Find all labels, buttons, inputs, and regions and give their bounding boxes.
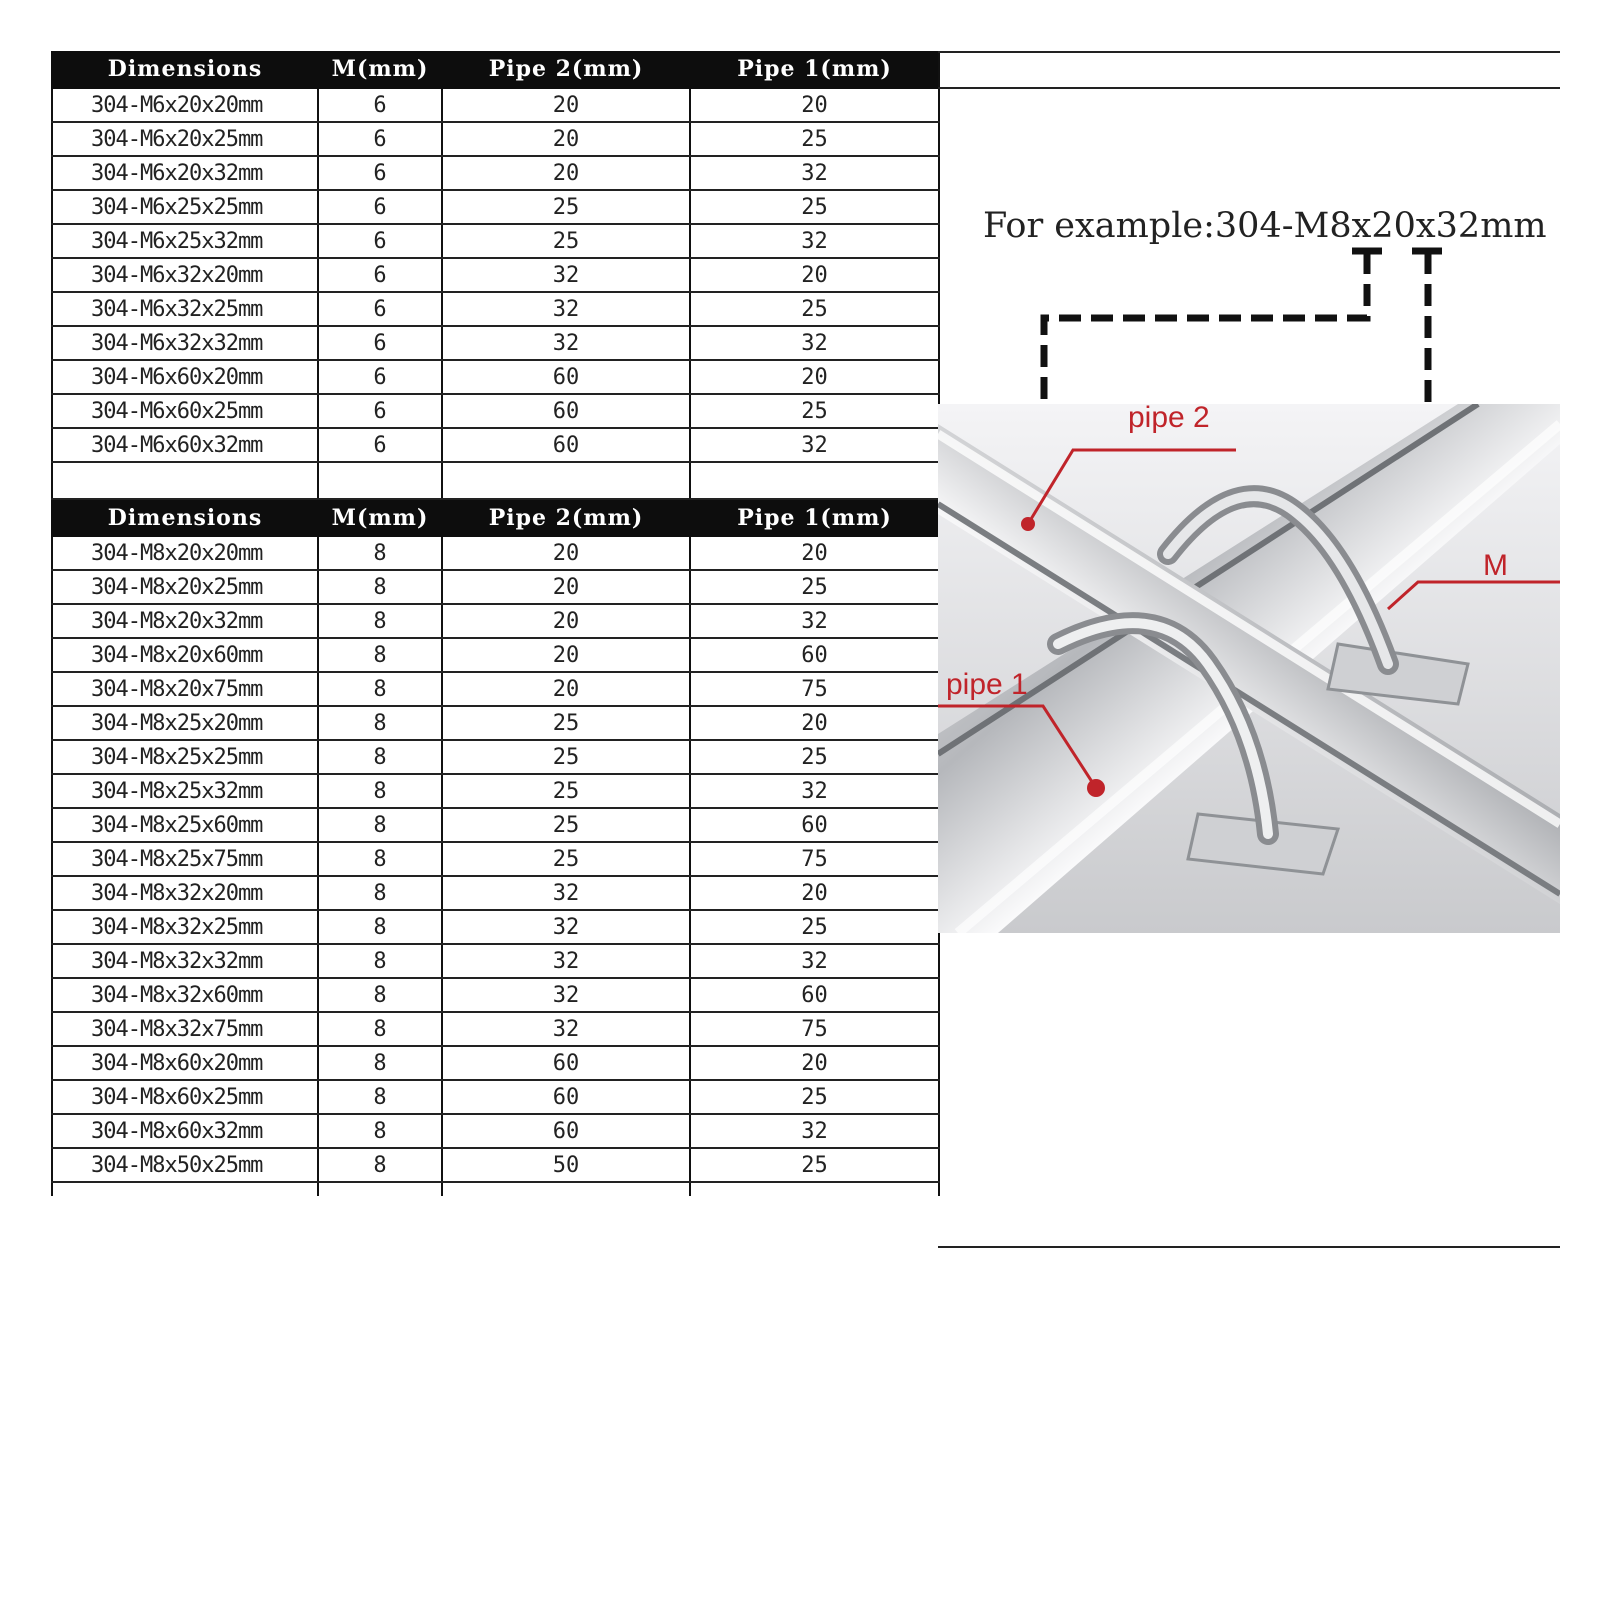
table-row: [52, 428, 939, 462]
column-header-pipe1-mm: Pipe 1(mm): [690, 51, 939, 88]
spacer-row: [52, 462, 939, 499]
cell-pipe2-mm: 20: [442, 638, 690, 672]
table-row: [52, 876, 939, 910]
cell-pipe2-mm: 20: [442, 604, 690, 638]
cell-pipe1-mm: 20: [690, 88, 939, 122]
cell-dimensions: 304-M6x32x20mm: [52, 258, 318, 292]
cell-m-mm: 8: [318, 536, 442, 570]
spec-table-body: [52, 51, 939, 1196]
cell-m-mm: 8: [318, 672, 442, 706]
cell-pipe1-mm: 25: [690, 122, 939, 156]
cell-m-mm: 8: [318, 1080, 442, 1114]
empty-cell: [690, 462, 939, 499]
cell-dimensions: 304-M8x25x20mm: [52, 706, 318, 740]
empty-cell: [318, 1182, 442, 1196]
cell-pipe1-mm: 75: [690, 1012, 939, 1046]
cell-pipe1-mm: 32: [690, 604, 939, 638]
cell-pipe1-mm: 75: [690, 672, 939, 706]
table-row: [52, 122, 939, 156]
cell-pipe2-mm: 25: [442, 808, 690, 842]
table-row: [52, 604, 939, 638]
cell-dimensions: 304-M8x25x75mm: [52, 842, 318, 876]
table-row: [52, 842, 939, 876]
cell-m-mm: 8: [318, 774, 442, 808]
table-row: [52, 808, 939, 842]
cell-pipe2-mm: 32: [442, 1012, 690, 1046]
table-row: [52, 190, 939, 224]
table-row: [52, 1148, 939, 1182]
cell-pipe2-mm: 60: [442, 428, 690, 462]
cell-m-mm: 6: [318, 258, 442, 292]
bottom-rule: [938, 1246, 1560, 1248]
cell-pipe1-mm: 25: [690, 570, 939, 604]
table-row: [52, 536, 939, 570]
cell-pipe2-mm: 32: [442, 292, 690, 326]
cell-pipe2-mm: 60: [442, 394, 690, 428]
cell-pipe2-mm: 32: [442, 944, 690, 978]
cell-dimensions: 304-M6x60x25mm: [52, 394, 318, 428]
empty-cell: [318, 462, 442, 499]
cell-pipe2-mm: 25: [442, 706, 690, 740]
cell-pipe2-mm: 32: [442, 258, 690, 292]
cell-pipe2-mm: 20: [442, 672, 690, 706]
cell-dimensions: 304-M6x25x32mm: [52, 224, 318, 258]
cell-m-mm: 6: [318, 292, 442, 326]
cell-m-mm: 8: [318, 910, 442, 944]
cell-m-mm: 6: [318, 190, 442, 224]
cell-m-mm: 6: [318, 360, 442, 394]
cell-pipe1-mm: 20: [690, 1046, 939, 1080]
cell-pipe1-mm: 25: [690, 190, 939, 224]
cell-m-mm: 8: [318, 842, 442, 876]
table-row: [52, 258, 939, 292]
cell-dimensions: 304-M6x20x25mm: [52, 122, 318, 156]
cell-dimensions: 304-M8x25x32mm: [52, 774, 318, 808]
cell-m-mm: 8: [318, 944, 442, 978]
cell-pipe2-mm: 50: [442, 1148, 690, 1182]
cell-m-mm: 6: [318, 326, 442, 360]
table-row: [52, 944, 939, 978]
cell-pipe1-mm: 25: [690, 292, 939, 326]
cell-dimensions: 304-M8x32x32mm: [52, 944, 318, 978]
cell-dimensions: 304-M6x60x32mm: [52, 428, 318, 462]
cell-pipe1-mm: 20: [690, 360, 939, 394]
column-header-pipe2-mm: Pipe 2(mm): [442, 51, 690, 88]
empty-cell: [690, 1182, 939, 1196]
cell-dimensions: 304-M8x20x20mm: [52, 536, 318, 570]
cell-dimensions: 304-M8x60x32mm: [52, 1114, 318, 1148]
column-header-pipe2-mm: Pipe 2(mm): [442, 499, 690, 536]
cell-m-mm: 6: [318, 394, 442, 428]
cell-pipe2-mm: 32: [442, 326, 690, 360]
column-header-dimensions: Dimensions: [52, 499, 318, 536]
cell-m-mm: 6: [318, 224, 442, 258]
empty-cell: [52, 462, 318, 499]
cell-pipe2-mm: 25: [442, 842, 690, 876]
cell-dimensions: 304-M8x32x20mm: [52, 876, 318, 910]
cell-pipe1-mm: 20: [690, 258, 939, 292]
cell-pipe1-mm: 60: [690, 808, 939, 842]
cell-dimensions: 304-M6x25x25mm: [52, 190, 318, 224]
cell-pipe2-mm: 60: [442, 1114, 690, 1148]
cell-dimensions: 304-M6x32x25mm: [52, 292, 318, 326]
top-rule: [938, 51, 1560, 53]
cell-pipe2-mm: 25: [442, 774, 690, 808]
column-header-dimensions: Dimensions: [52, 51, 318, 88]
cell-dimensions: 304-M8x20x32mm: [52, 604, 318, 638]
u-bolt-pipe-clamp-icon: [938, 401, 1560, 937]
cell-dimensions: 304-M6x20x20mm: [52, 88, 318, 122]
empty-cell: [442, 462, 690, 499]
cell-pipe1-mm: 32: [690, 774, 939, 808]
cell-dimensions: 304-M6x32x32mm: [52, 326, 318, 360]
cell-dimensions: 304-M6x60x20mm: [52, 360, 318, 394]
cell-pipe1-mm: 25: [690, 740, 939, 774]
column-header-pipe1-mm: Pipe 1(mm): [690, 499, 939, 536]
cell-m-mm: 6: [318, 156, 442, 190]
cell-m-mm: 8: [318, 706, 442, 740]
cell-pipe1-mm: 32: [690, 326, 939, 360]
table-row: [52, 740, 939, 774]
cell-dimensions: 304-M8x32x60mm: [52, 978, 318, 1012]
cell-pipe1-mm: 60: [690, 978, 939, 1012]
cell-dimensions: 304-M8x25x25mm: [52, 740, 318, 774]
cell-m-mm: 8: [318, 740, 442, 774]
table-row: [52, 224, 939, 258]
cell-pipe1-mm: 32: [690, 944, 939, 978]
table-row: [52, 326, 939, 360]
spec-table: [51, 51, 940, 1196]
cell-m-mm: 8: [318, 1012, 442, 1046]
cell-m-mm: 8: [318, 638, 442, 672]
empty-cell: [52, 1182, 318, 1196]
m-label: M: [1483, 549, 1508, 582]
table-row: [52, 978, 939, 1012]
cell-m-mm: 8: [318, 1046, 442, 1080]
cell-dimensions: 304-M8x32x25mm: [52, 910, 318, 944]
table-row: [52, 292, 939, 326]
pipe2-label: pipe 2: [1128, 401, 1210, 434]
cell-pipe2-mm: 25: [442, 190, 690, 224]
cell-m-mm: 8: [318, 1148, 442, 1182]
cell-dimensions: 304-M8x50x25mm: [52, 1148, 318, 1182]
cell-dimensions: 304-M8x60x25mm: [52, 1080, 318, 1114]
cell-m-mm: 8: [318, 1114, 442, 1148]
table-row: [52, 774, 939, 808]
column-header-m-mm: M(mm): [318, 499, 442, 536]
cell-pipe2-mm: 60: [442, 360, 690, 394]
cell-pipe1-mm: 20: [690, 876, 939, 910]
cell-m-mm: 8: [318, 808, 442, 842]
spacer-row: [52, 1182, 939, 1196]
cell-dimensions: 304-M6x20x32mm: [52, 156, 318, 190]
cell-pipe2-mm: 32: [442, 978, 690, 1012]
cell-m-mm: 8: [318, 978, 442, 1012]
cell-pipe1-mm: 32: [690, 1114, 939, 1148]
cell-pipe2-mm: 20: [442, 88, 690, 122]
table-row: [52, 570, 939, 604]
table-row: [52, 910, 939, 944]
cell-dimensions: 304-M8x20x25mm: [52, 570, 318, 604]
cell-pipe2-mm: 60: [442, 1046, 690, 1080]
cell-pipe1-mm: 25: [690, 394, 939, 428]
cell-pipe1-mm: 32: [690, 428, 939, 462]
cell-dimensions: 304-M8x25x60mm: [52, 808, 318, 842]
cell-pipe2-mm: 32: [442, 910, 690, 944]
cell-m-mm: 6: [318, 122, 442, 156]
cell-pipe1-mm: 25: [690, 1080, 939, 1114]
cell-m-mm: 8: [318, 570, 442, 604]
cell-dimensions: 304-M8x32x75mm: [52, 1012, 318, 1046]
column-header-m-mm: M(mm): [318, 51, 442, 88]
cell-m-mm: 8: [318, 876, 442, 910]
cell-dimensions: 304-M8x60x20mm: [52, 1046, 318, 1080]
table-row: [52, 1080, 939, 1114]
table-row: [52, 360, 939, 394]
header-rule: [938, 87, 1560, 89]
example-caption: For example:304-M8x20x32mm: [983, 206, 1547, 246]
cell-pipe2-mm: 20: [442, 570, 690, 604]
table-row: [52, 638, 939, 672]
cell-pipe2-mm: 60: [442, 1080, 690, 1114]
table-row: [52, 394, 939, 428]
pipe2-marker: [1021, 517, 1035, 531]
m6-table-header-row: [52, 51, 939, 88]
cell-m-mm: 8: [318, 604, 442, 638]
cell-pipe2-mm: 25: [442, 740, 690, 774]
table-row: [52, 706, 939, 740]
cell-pipe1-mm: 25: [690, 1148, 939, 1182]
cell-pipe2-mm: 20: [442, 536, 690, 570]
empty-cell: [442, 1182, 690, 1196]
cell-pipe2-mm: 32: [442, 876, 690, 910]
pipe1-marker: [1087, 779, 1105, 797]
table-row: [52, 88, 939, 122]
m8-table-header-row: [52, 499, 939, 536]
cell-m-mm: 6: [318, 428, 442, 462]
cell-pipe1-mm: 25: [690, 910, 939, 944]
cell-pipe1-mm: 32: [690, 224, 939, 258]
table-row: [52, 156, 939, 190]
pipe1-label: pipe 1: [946, 668, 1028, 701]
cell-pipe1-mm: 60: [690, 638, 939, 672]
cell-pipe1-mm: 20: [690, 536, 939, 570]
cell-dimensions: 304-M8x20x75mm: [52, 672, 318, 706]
table-row: [52, 1046, 939, 1080]
table-row: [52, 1012, 939, 1046]
cell-pipe2-mm: 25: [442, 224, 690, 258]
cell-pipe1-mm: 75: [690, 842, 939, 876]
cell-pipe2-mm: 20: [442, 122, 690, 156]
table-row: [52, 1114, 939, 1148]
table-row: [52, 672, 939, 706]
cell-pipe2-mm: 20: [442, 156, 690, 190]
cell-pipe1-mm: 20: [690, 706, 939, 740]
cell-pipe1-mm: 32: [690, 156, 939, 190]
cell-dimensions: 304-M8x20x60mm: [52, 638, 318, 672]
cell-m-mm: 6: [318, 88, 442, 122]
